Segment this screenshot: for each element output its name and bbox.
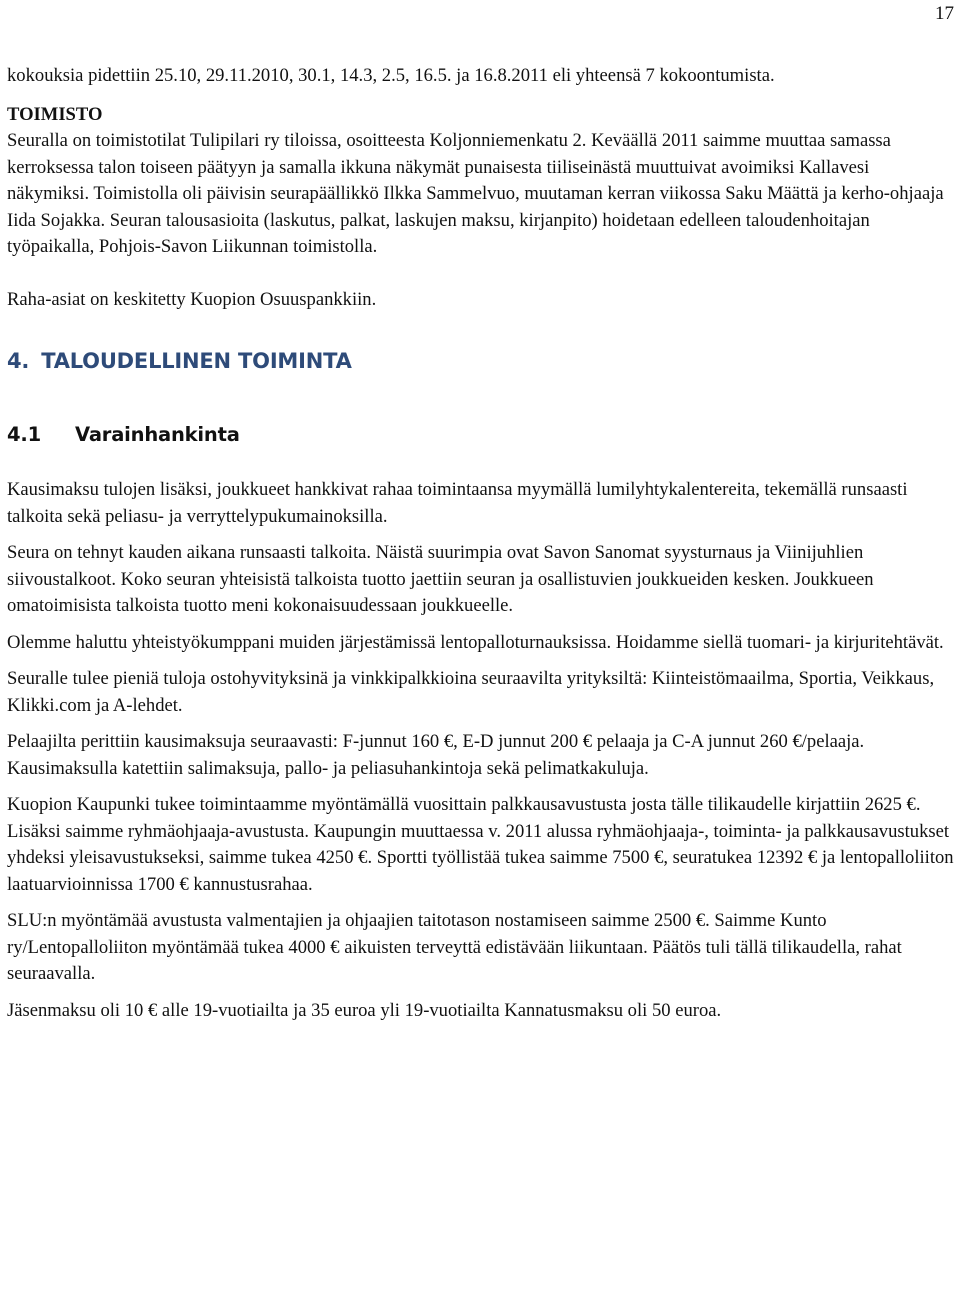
office-title: TOIMISTO — [7, 103, 103, 125]
subsection-title: Varainhankinta — [75, 423, 240, 446]
paragraph-city-grants: Kuopion Kaupunki tukee toimintaamme myöntämällä vuosittain palkkausavustusta josta tälle tilikaudelle kirjattiin 2625 €. Lisäksi saimme ryhmäohjaaja-avustusta. Kaupungin muuttaessa v. 2011 alussa ryhmäohjaaja-, toiminta- ja palkkausavustukset yhdeksi yleisavustukseksi, saimme tukea 4250 €. Sportti työllistää tukea saimme 7500 €, seuratukea 12392 € ja lentopalloliiton laatuarvioinnissa 1700 € kannustusrahaa. — [7, 794, 954, 895]
office-paragraph: Seuralla on toimistotilat Tulipilari ry tiloissa, osoitteesta Koljonniemenkatu 2. Keväällä 2011 saimme muuttaa samassa kerroksessa talon toiseen päätyyn ja samalla ikkuna näkymät punaisesta tiiliseinästä muuttuivat avoimiksi Kallavesi näkymiksi. Toimistolla oli päivisin seurapäällikkö Ilkka Sammelvuo, muutaman kerran viikossa Saku Määttä ja kerho-ohjaaja Iida Sojakka. Seuran talousasioita (laskutus, palkat, laskujen maksu, kirjanpito) hoidetaan edelleen taloudenhoitajan työpaikalla, Pohjois-Savon Liikunnan toimistolla. — [7, 130, 944, 257]
paragraph-membership-fee: Jäsenmaksu oli 10 € alle 19-vuotiailta ja 35 euroa yli 19-vuotiailta Kannatusmaksu oli 50 euroa. — [7, 999, 722, 1021]
paragraph-season-fees: Pelaajilta perittiin kausimaksuja seuraavasti: F-junnut 160 €, E-D junnut 200 € pelaaja ja C-A junnut 260 €/pelaaja. Kausimaksulla katettiin salimaksuja, pallo- ja peliasuhankintoja sekä pelimatkakuluja. — [7, 731, 865, 779]
document-body — [7, 63, 954, 1024]
subsection-number: 4.1 — [7, 423, 41, 446]
section-title: TALOUDELLINEN TOIMINTA — [41, 349, 352, 373]
paragraph-tournaments: Olemme haluttu yhteistyökumppani muiden järjestämissä lentopalloturnauksissa. Hoidamme siellä tuomari- ja kirjuritehtävät. — [7, 631, 944, 653]
paragraph-fundraising: Kausimaksu tulojen lisäksi, joukkueet hankkivat rahaa toimintaansa myymällä lumilyhtykalentereita, tekemällä runsaasti talkoita sekä peliasu- ja verryttelypukumainoksilla. — [7, 479, 908, 527]
page-number: 17 — [935, 3, 954, 24]
paragraph-slu-grants: SLU:n myöntämää avustusta valmentajien ja ohjaajien taitotason nostamiseen saimme 2500 €. Saimme Kunto ry/Lentopalloliiton myöntämää tukea 4000 € aikuisten terveyttä edistävään liikuntaan. Päätös tuli tällä tilikaudella, rahat seuraavalla. — [7, 910, 902, 984]
intro-paragraph: kokouksia pidettiin 25.10, 29.11.2010, 30.1, 14.3, 2.5, 16.5. ja 16.8.2011 eli yhteensä 7 kokoontumista. — [7, 65, 775, 86]
section-heading — [7, 347, 954, 375]
bank-paragraph: Raha-asiat on keskitetty Kuopion Osuuspankkiin. — [7, 288, 377, 310]
subsection-heading — [7, 421, 954, 449]
paragraph-sponsors: Seuralle tulee pieniä tuloja ostohyvityksinä ja vinkkipalkkioina seuraavilta yrityksiltä: Kiinteistömaailma, Sportia, Veikkaus, Klikki.com ja A-lehdet. — [7, 668, 935, 716]
section-number: 4. — [7, 349, 30, 373]
paragraph-volunteer-work: Seura on tehnyt kauden aikana runsaasti talkoita. Näistä suurimpia ovat Savon Sanomat syysturnaus ja Viinijuhlien siivoustalkoot. Koko seuran yhteisistä talkoista tuotto jaettiin seuran ja osallistuvien joukkueiden kesken. Joukkueen omatoimisista talkoista tuotto meni kokonaisuudessaan joukkueelle. — [7, 542, 874, 616]
